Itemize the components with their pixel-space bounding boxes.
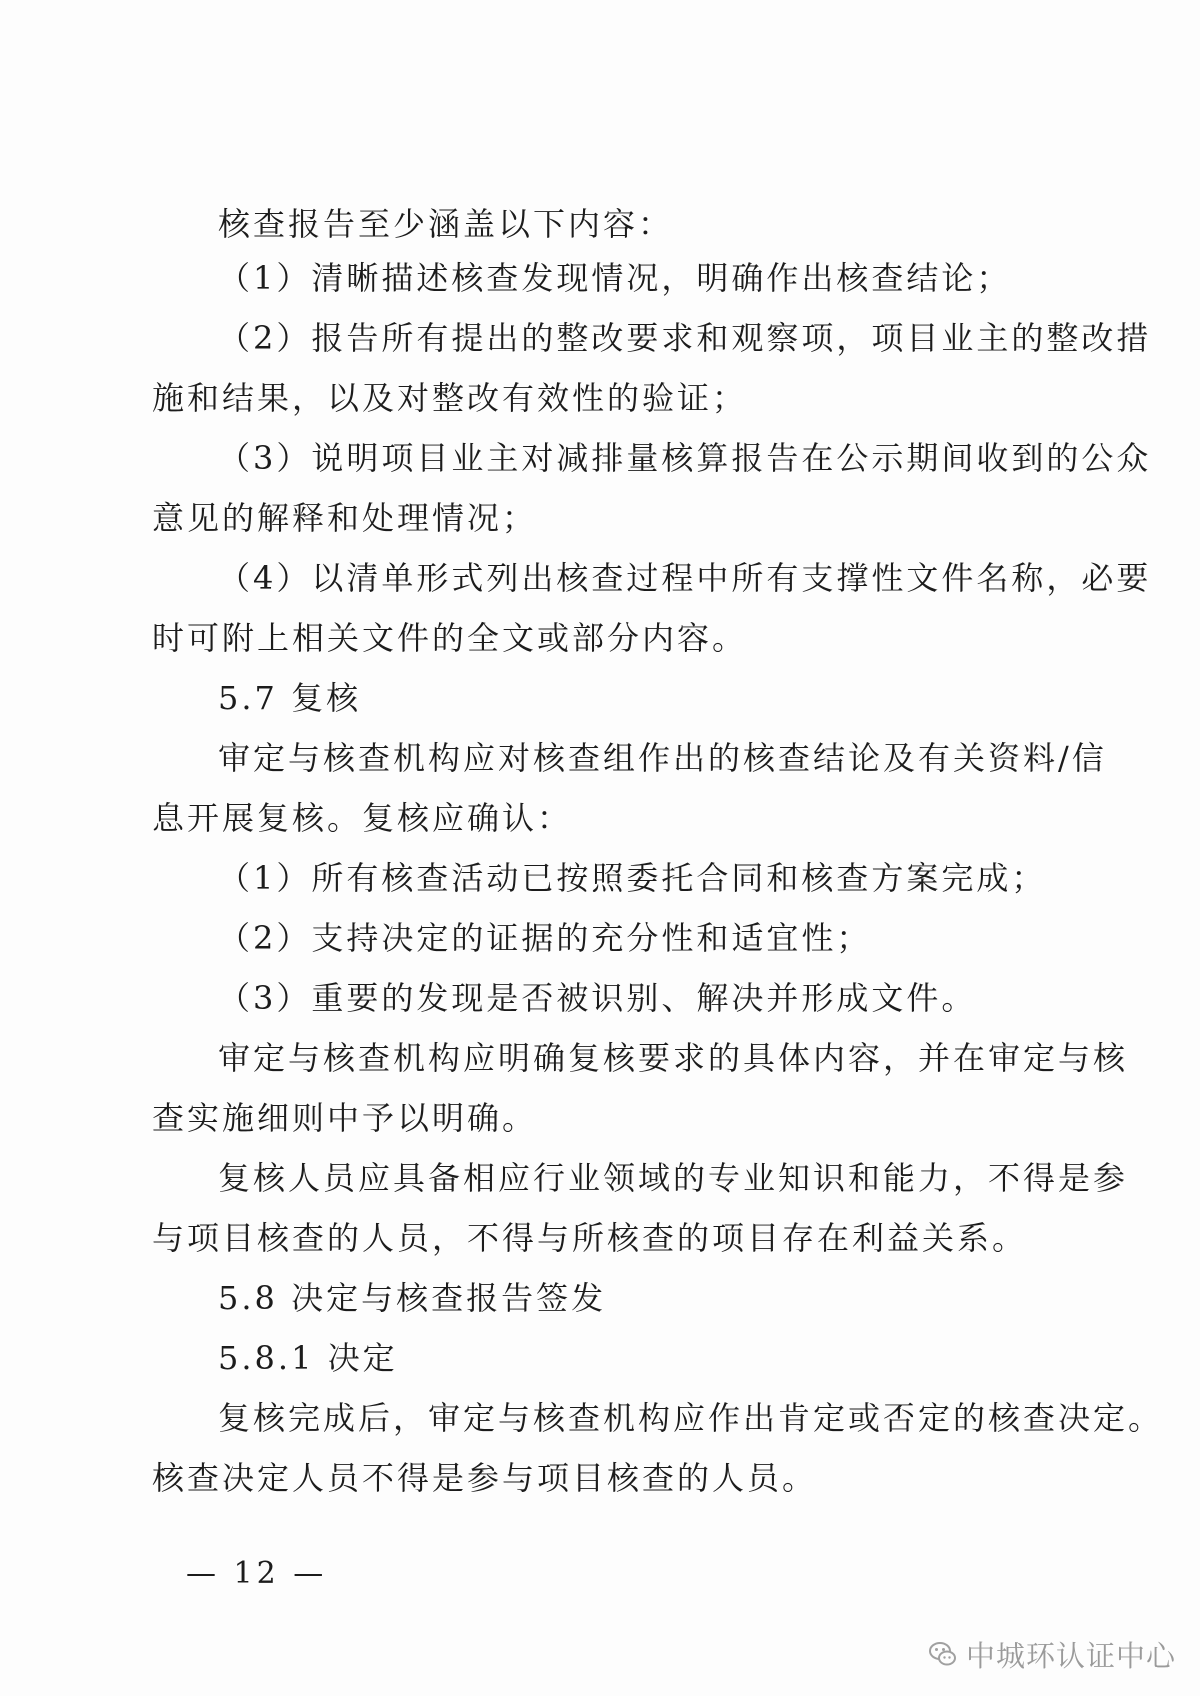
section-heading-5-7: 5.7 复核 [218,679,362,717]
text-line-decision-cont: 核查决定人员不得是参与项目核查的人员。 [152,1459,818,1497]
text-line-item-3: （3）说明项目业主对减排量核算报告在公示期间收到的公众 [218,439,1152,477]
text-line-intro: 核查报告至少涵盖以下内容： [218,205,674,243]
text-line-item-2-cont: 施和结果，以及对整改有效性的验证； [152,379,748,417]
watermark [928,1632,1176,1676]
text-line-item-1: （1）清晰描述核查发现情况，明确作出核查结论； [218,259,1012,297]
text-line-reviewer: 复核人员应具备相应行业领域的专业知识和能力，不得是参 [218,1159,1129,1197]
text-line-review-item-1: （1）所有核查活动已按照委托合同和核查方案完成； [218,859,1047,897]
section-heading-5-8-1: 5.8.1 决定 [218,1339,398,1377]
text-line-reviewer-cont: 与项目核查的人员，不得与所核查的项目存在利益关系。 [152,1219,1028,1257]
text-line-decision: 复核完成后，审定与核查机构应作出肯定或否定的核查决定。 [218,1399,1164,1437]
text-line-item-4-cont: 时可附上相关文件的全文或部分内容。 [152,619,748,657]
text-line-item-4: （4）以清单形式列出核查过程中所有支撑性文件名称，必要 [218,559,1152,597]
text-line-item-2: （2）报告所有提出的整改要求和观察项，项目业主的整改措 [218,319,1152,357]
text-line-review-req: 审定与核查机构应明确复核要求的具体内容，并在审定与核 [218,1039,1129,1077]
section-heading-5-8: 5.8 决定与核查报告签发 [218,1279,607,1317]
watermark-text: 中城环认证中心 [966,1638,1177,1673]
text-line-review-req-cont: 查实施细则中予以明确。 [152,1099,538,1137]
text-line-review-item-3: （3）重要的发现是否被识别、解决并形成文件。 [218,979,977,1017]
text-line-review-intro: 审定与核查机构应对核查组作出的核查结论及有关资料/信 [218,739,1107,777]
page-number: — 12 — [186,1556,328,1591]
text-line-review-intro-cont: 息开展复核。复核应确认： [152,799,573,837]
text-line-item-3-cont: 意见的解释和处理情况； [152,499,538,537]
text-line-review-item-2: （2）支持决定的证据的充分性和适宜性； [218,919,872,957]
wechat-icon [928,1639,958,1669]
